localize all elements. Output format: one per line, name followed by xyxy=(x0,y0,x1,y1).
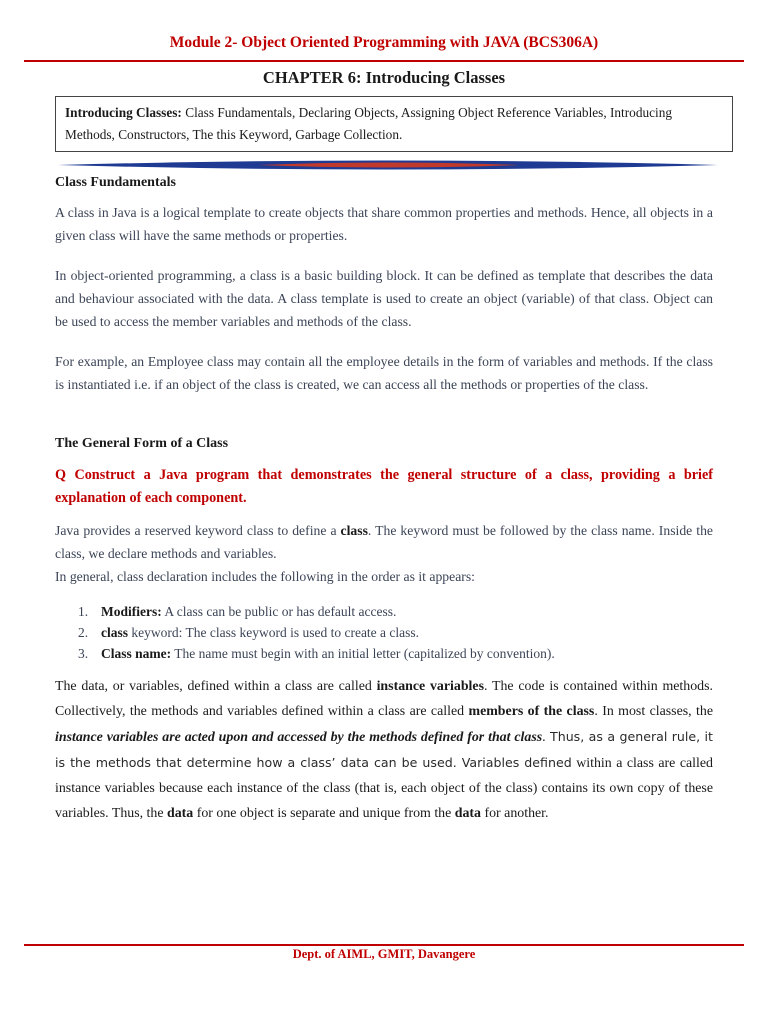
section-class-fundamentals xyxy=(55,171,713,396)
declaration-list xyxy=(78,601,698,664)
header-rule xyxy=(24,60,744,62)
topics-label: Introducing Classes: xyxy=(65,105,182,120)
paragraph: A class in Java is a logical template to create objects that share common properties and methods. Hence, all objects in a given class will have the same methods or properties. xyxy=(55,205,713,243)
paragraph: In object-oriented programming, a class is a basic building block. It can be defined as template that describes the data and behaviour associated with the data. A class template is used to create an object (variable) of that class. Object can be used to access the member variables and methods of the class. xyxy=(55,268,713,329)
module-header: Module 2- Object Oriented Programming with JAVA (BCS306A) xyxy=(169,34,599,51)
paragraph: For example, an Employee class may contain all the employee details in the form of variables and methods. If the class is instantiated i.e. if an object of the class is created, we can access all the methods or properties of the class. xyxy=(55,354,713,392)
footer-rule xyxy=(24,944,744,946)
section-general-form xyxy=(55,432,713,588)
chapter-title: CHAPTER 6: Introducing Classes xyxy=(262,68,506,87)
paragraph: In general, class declaration includes the following in the order as it appears: xyxy=(55,569,475,584)
list-item: 3. Class name: The name must begin with an initial letter (capitalized by convention). xyxy=(78,646,555,661)
question: Q Construct a Java program that demonstrates the general structure of a class, providing a brief explanation of each component. xyxy=(55,467,713,506)
footer: Dept. of AIML, GMIT, Davangere xyxy=(292,947,476,961)
list-item: 2. class keyword: The class keyword is used to create a class. xyxy=(78,625,420,640)
paragraph: Java provides a reserved keyword class to define a class. The keyword must be followed by the class name. Inside the class, we declare methods and variables. xyxy=(55,523,713,561)
instance-variables-paragraph: The data, or variables, defined within a class are called instance variables. The code is contained within methods. Collectively, the methods and variables defined within a class are called members of the class. In most classes, the instance variables are acted upon and accessed by the methods defined for that class. Thus, as a general rule, it is the methods that determine how a class’ data can be used. Variables defined within a class are called instance variables because each instance of the class (that is, each object of the class) contains its own copy of these variables. Thus, the data for one object is separate and unique from the data for another. xyxy=(55,679,713,821)
section-heading: Class Fundamentals xyxy=(55,175,176,190)
topics-box xyxy=(55,96,733,152)
decorative-divider xyxy=(58,158,718,172)
list-item: 1. Modifiers: A class can be public or has default access. xyxy=(78,604,397,619)
topics-text: Class Fundamentals, Declaring Objects, Assigning Object Reference Variables, Introducing Methods, Constructors, The this Keyword, Garbage Collection. xyxy=(65,105,673,142)
section-heading: The General Form of a Class xyxy=(55,436,229,451)
